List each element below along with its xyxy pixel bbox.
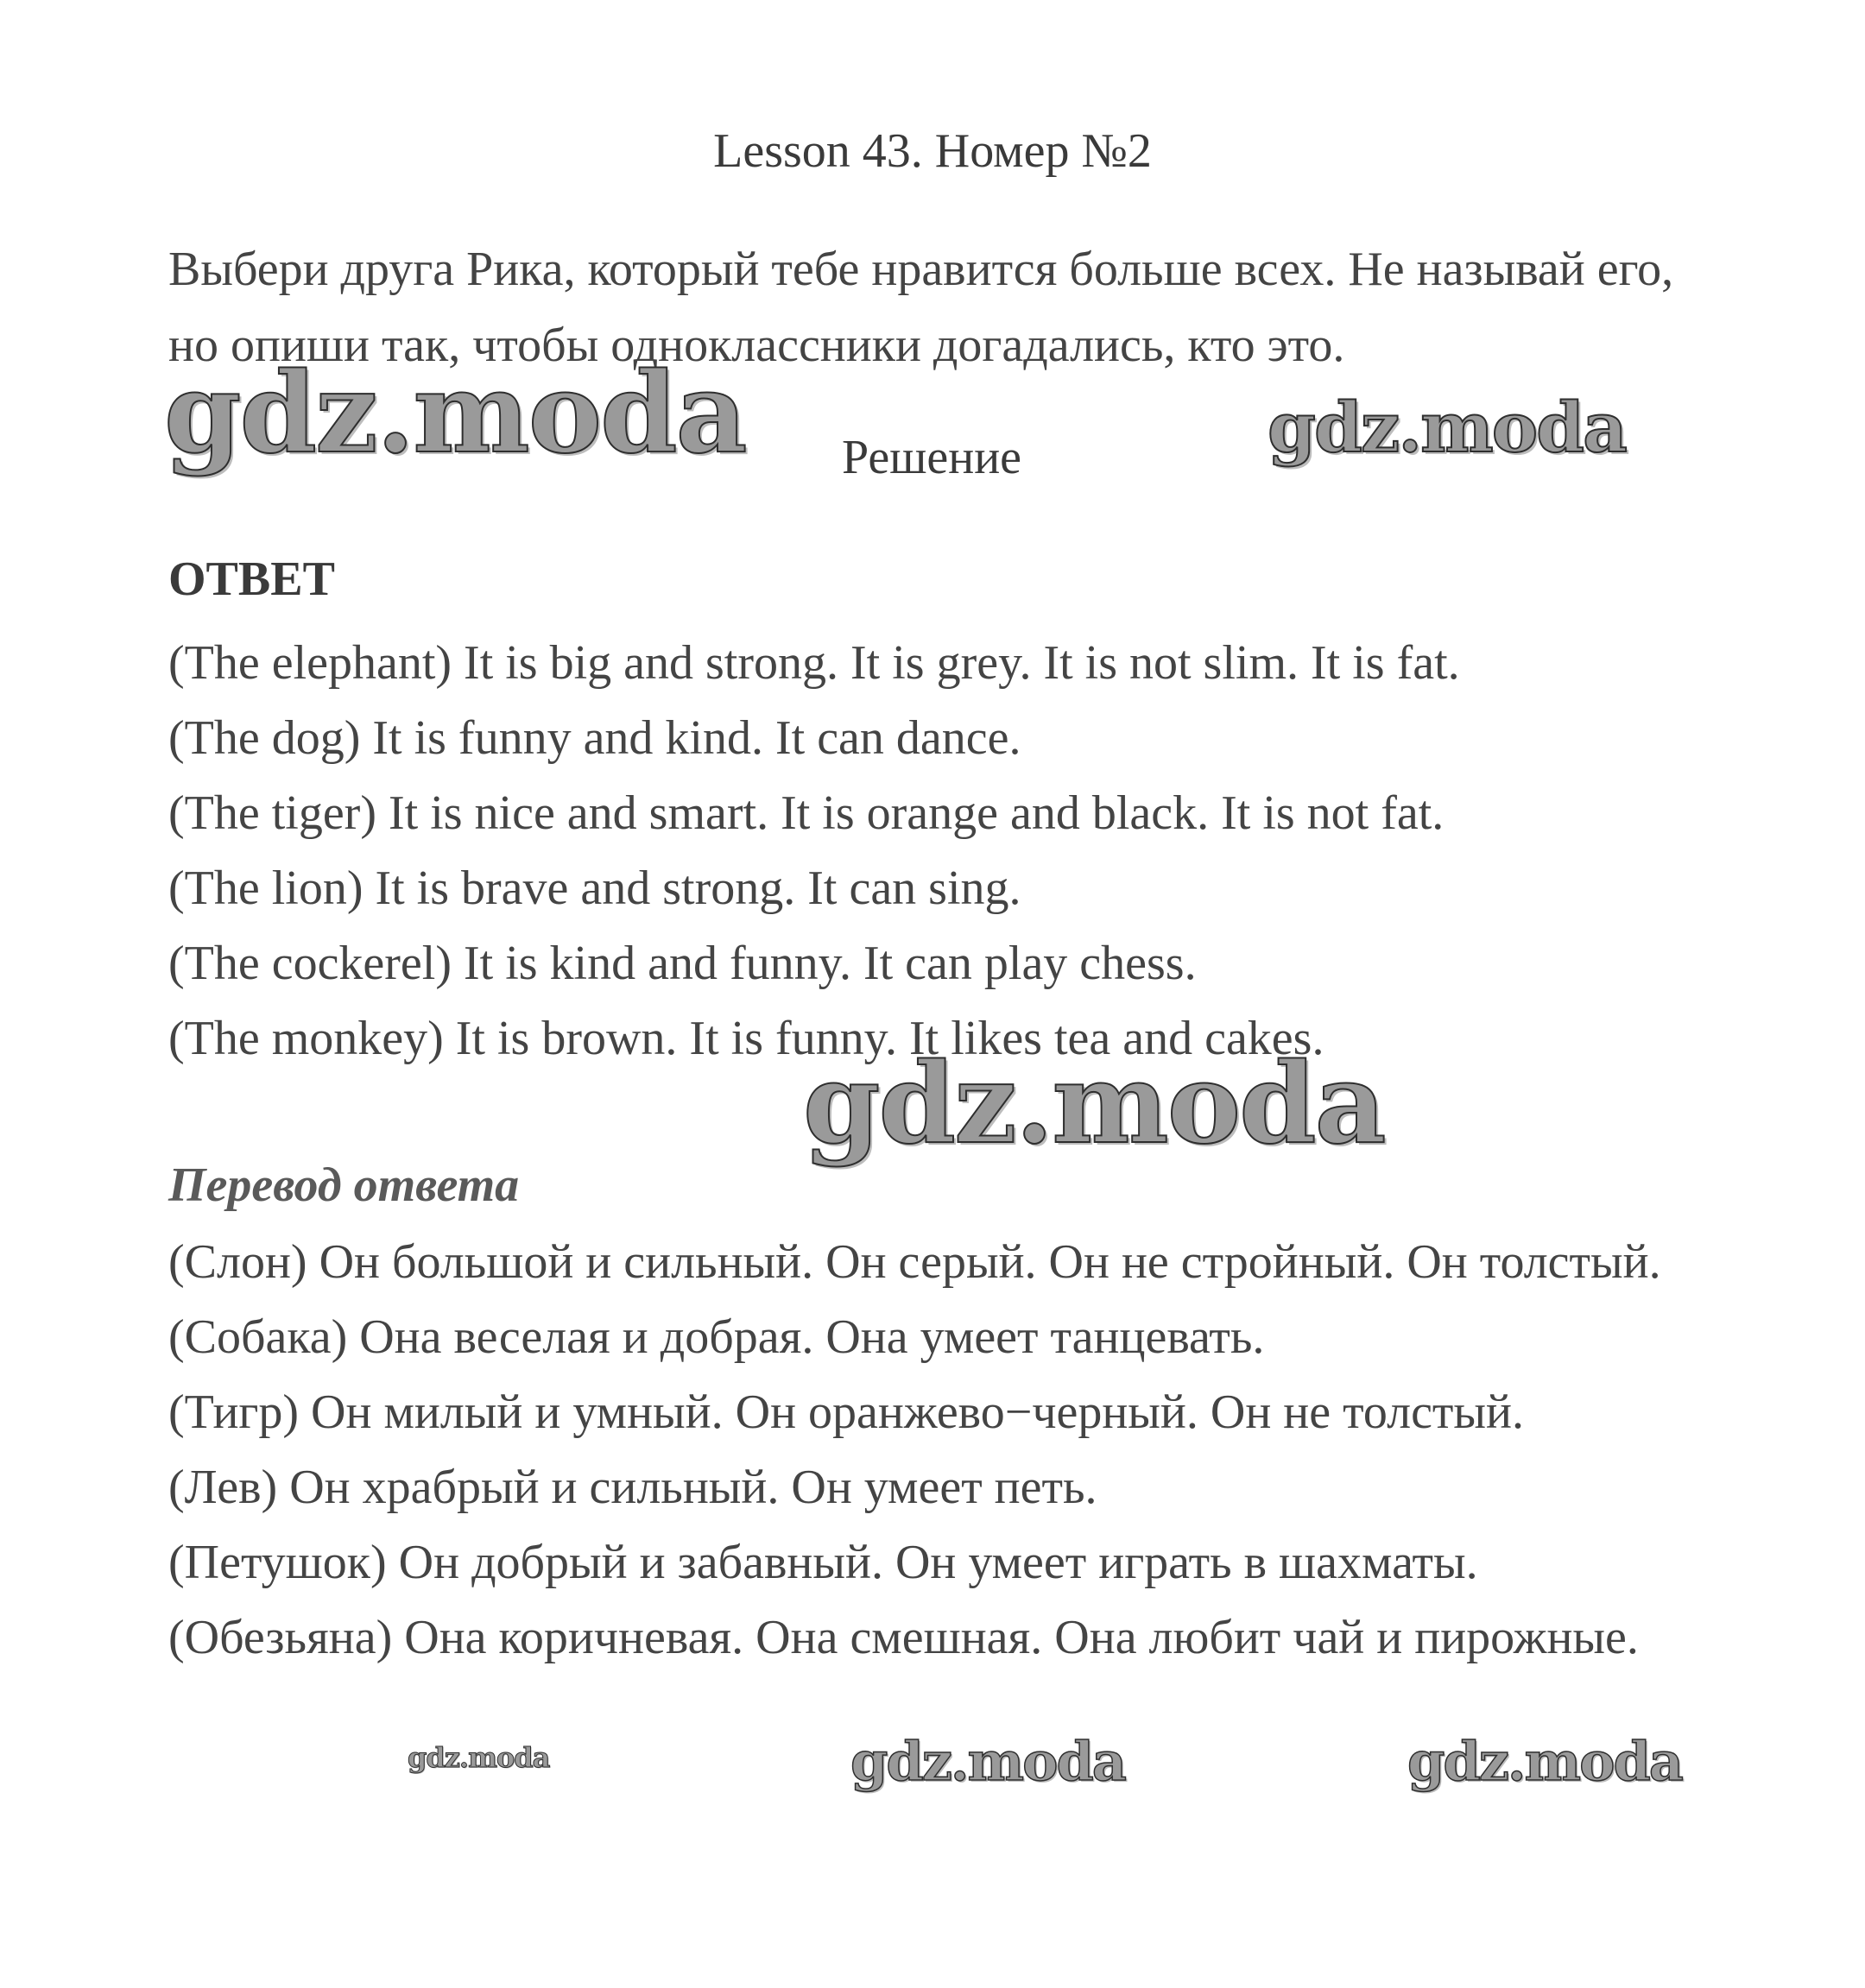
translation-line-tiger: (Тигр) Он милый и умный. Он оранжево−черный. Он не толстый. [168,1385,1524,1439]
answer-list [168,626,1766,1076]
answer-heading: ОТВЕТ [168,552,335,606]
watermark-logo: gdz.moda [1268,387,1626,468]
translation-heading: Перевод ответа [168,1158,520,1212]
translation-list [168,1225,1705,1676]
watermark-logo: gdz.moda [803,1039,1385,1169]
watermark-logo: gdz.moda [850,1730,1125,1793]
answer-line-lion: (The lion) It is brave and strong. It can sing. [168,861,1021,915]
answer-line-cockerel: (The cockerel) It is kind and funny. It can play chess. [168,937,1197,990]
watermark-logo: gdz.moda [164,349,746,478]
answer-line-tiger: (The tiger) It is nice and smart. It is orange and black. It is not fat. [168,786,1445,840]
translation-line-cockerel: (Петушок) Он добрый и забавный. Он умеет играть в шахматы. [168,1536,1478,1589]
page-title: Lesson 43. Номер №2 [713,124,1152,178]
watermark-logo: gdz.moda [1407,1730,1682,1793]
answer-line-dog: (The dog) It is funny and kind. It can dance. [168,711,1021,765]
watermark-logo: gdz.moda [408,1741,550,1774]
translation-line-elephant: (Слон) Он большой и сильный. Он серый. Он не стройный. Он толстый. [168,1235,1661,1289]
answer-line-monkey: (The monkey) It is brown. It is funny. It likes tea and cakes. [168,1012,1324,1065]
translation-line-lion: (Лев) Он храбрый и сильный. Он умеет петь. [168,1461,1097,1514]
translation-line-dog: (Собака) Она веселая и добрая. Она умеет танцевать. [168,1310,1265,1364]
answer-line-elephant: (The elephant) It is big and strong. It is grey. It is not slim. It is fat. [168,636,1460,690]
solution-label: Решение [842,431,1022,484]
task-text: Выбери друга Рика, который тебе нравится больше всех. Не называй его, но опиши так, чтобы одноклассники догадались, кто это. [168,243,1674,372]
translation-line-monkey: (Обезьяна) Она коричневая. Она смешная. Она любит чай и пирожные. [168,1611,1639,1664]
